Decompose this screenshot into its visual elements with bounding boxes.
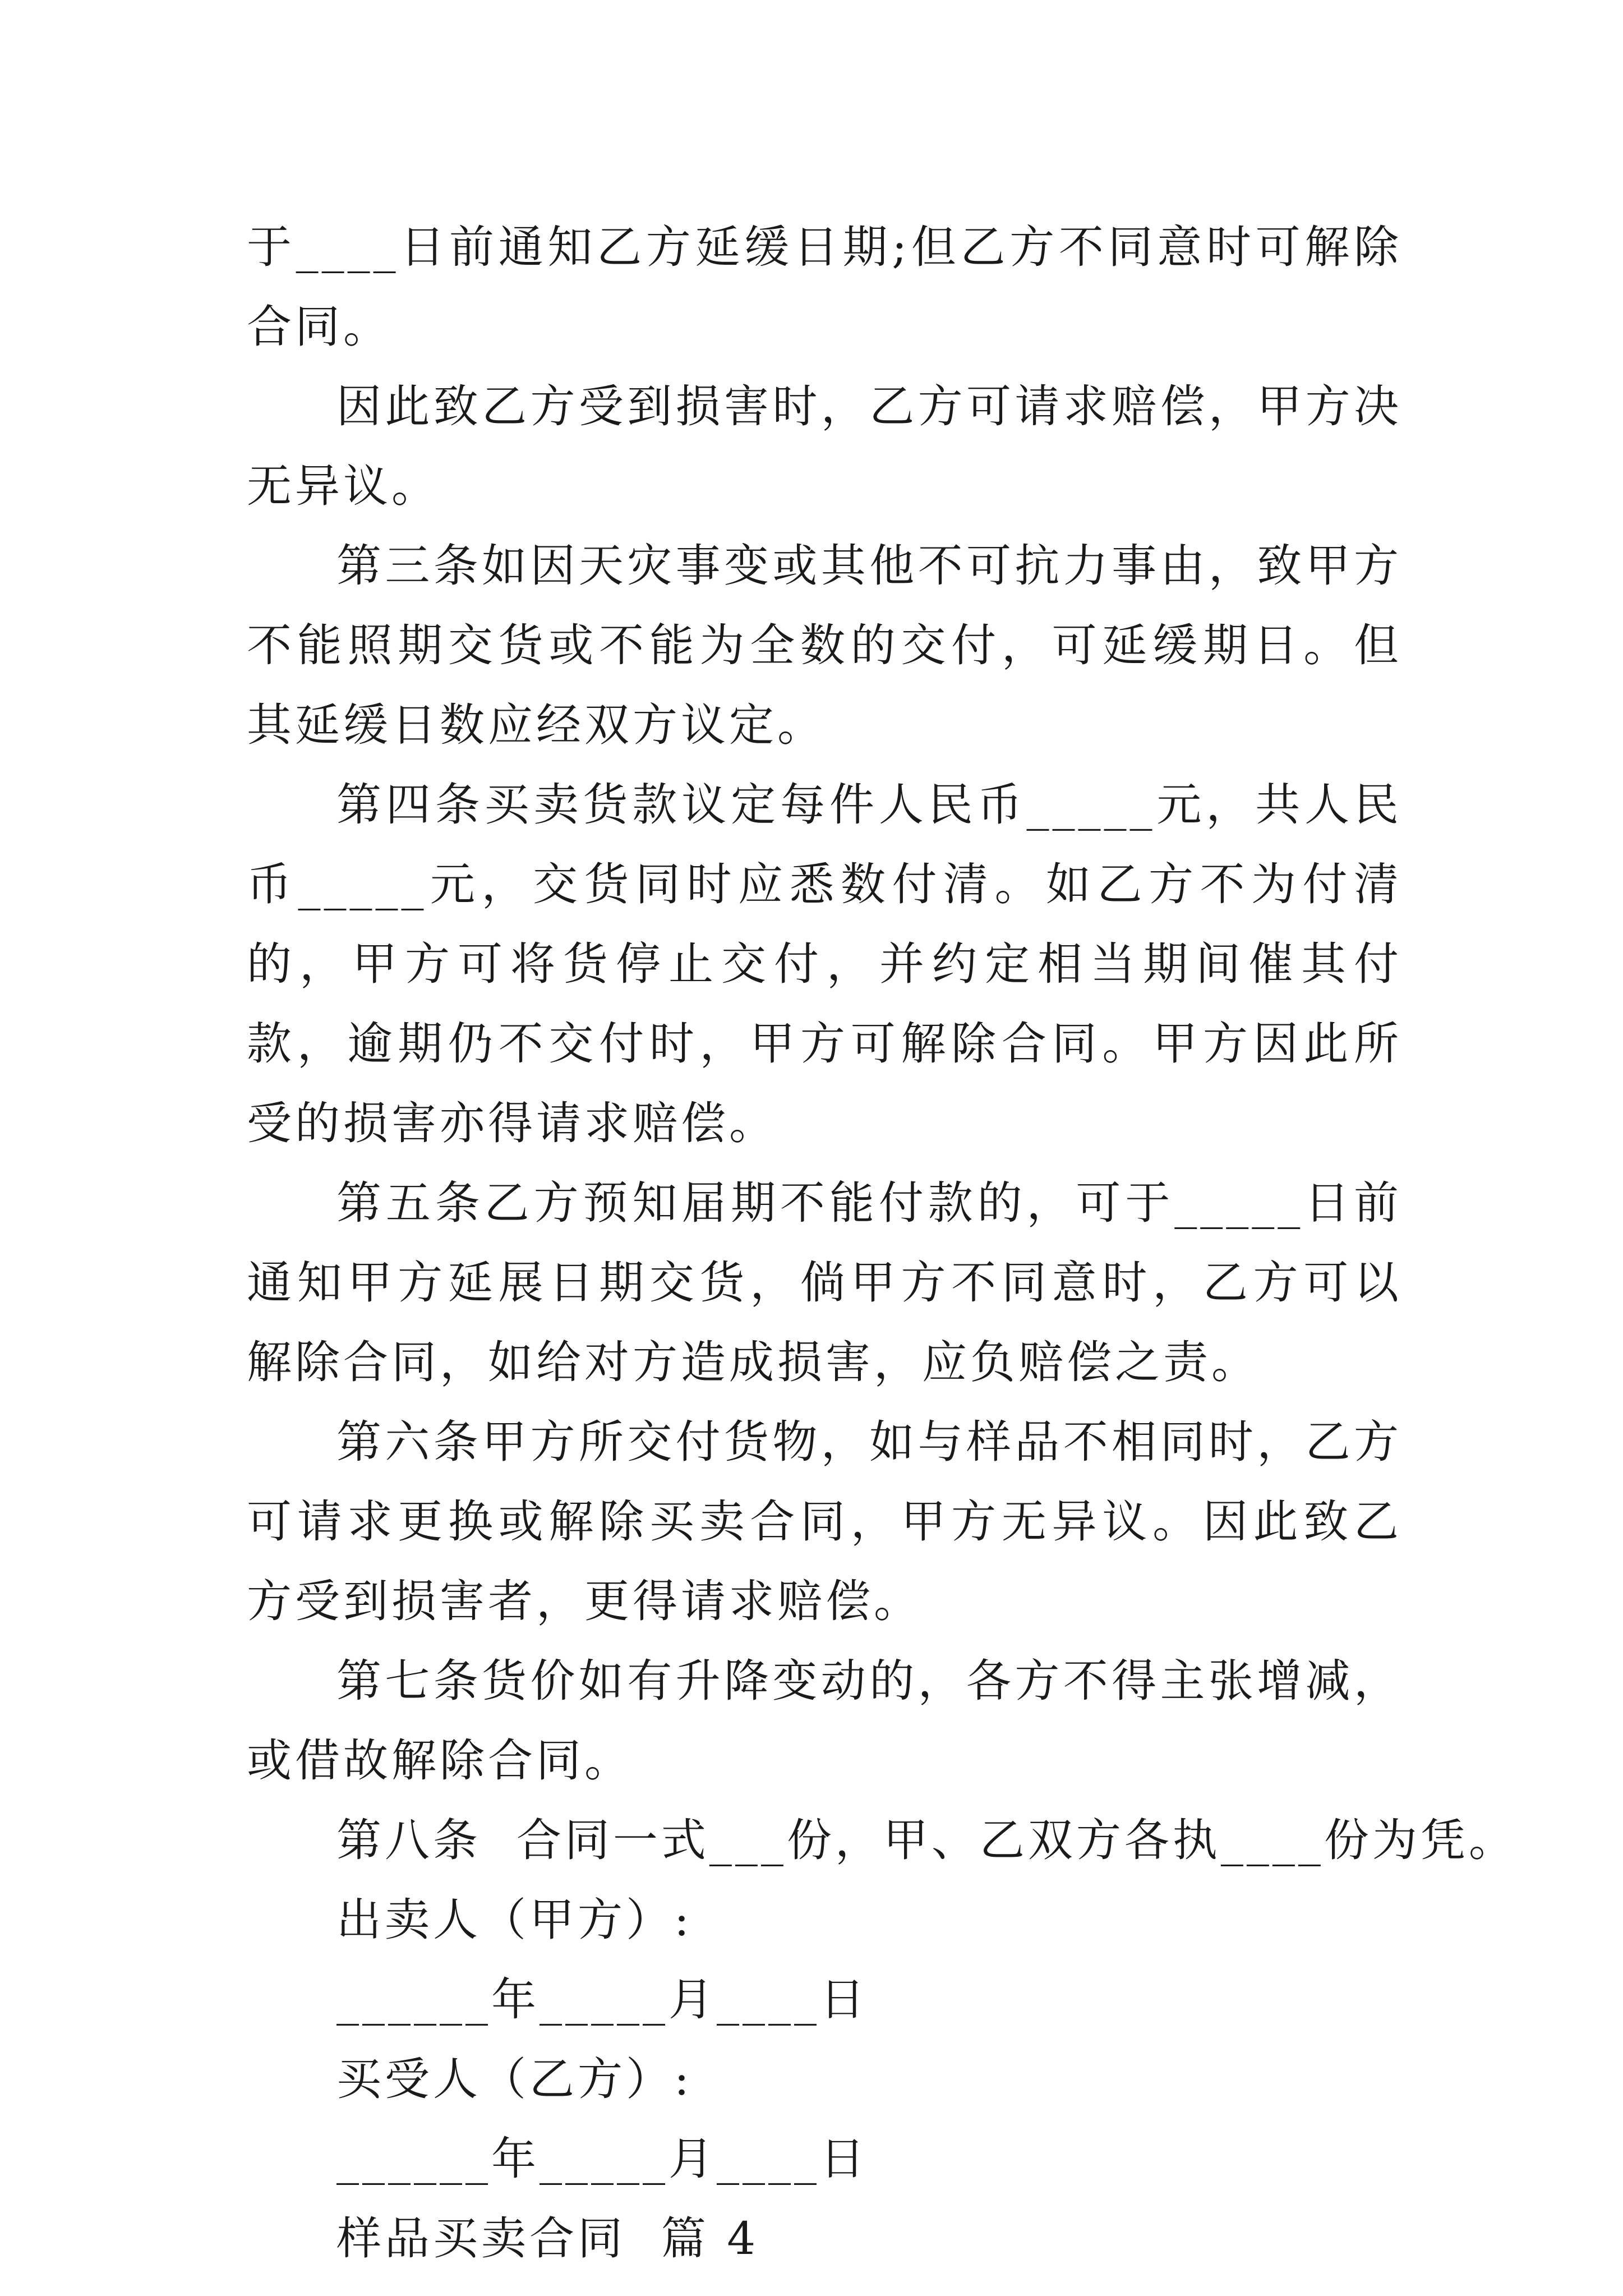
article-three: 第三条如因天灾事变或其他不可抗力事由，致甲方不能照期交货或不能为全数的交付，可延缓期日。但其延缓日数应经双方议定。: [247, 540, 1402, 751]
article-seven: 第七条货价如有升降变动的，各方不得主张增减，或借故解除合同。: [247, 1655, 1402, 1787]
buyer-date-line: ______年_____月____日: [336, 2133, 868, 2185]
article-six: 第六条甲方所交付货物，如与样品不相同时，乙方可请求更换或解除买卖合同，甲方无异议。因此致乙方受到损害者，更得请求赔偿。: [247, 1416, 1402, 1627]
paragraph-continuation: 于____日前通知乙方延缓日期;但乙方不同意时可解除合同。: [247, 221, 1402, 353]
next-section-title: 样品买卖合同 篇 4: [336, 2212, 759, 2265]
article-five: 第五条乙方预知届期不能付款的，可于_____日前通知甲方延展日期交货，倘甲方不同意时，乙方可以解除合同，如给对方造成损害，应负赔偿之责。: [247, 1177, 1402, 1388]
document-body: [247, 208, 1517, 2279]
seller-label: 出卖人（甲方）:: [336, 1894, 693, 1946]
article-four: 第四条买卖货款议定每件人民币_____元，共人民币_____元，交货同时应悉数付清。如乙方不为付清的，甲方可将货停止交付，并约定相当期间催其付款，逾期仍不交付时，甲方可解除合同。甲方因此所受的损害亦得请求赔偿。: [247, 779, 1402, 1149]
seller-date-line: ______年_____月____日: [336, 1973, 868, 2026]
paragraph-damages-clause: 因此致乙方受到损害时，乙方可请求赔偿，甲方决无异议。: [247, 380, 1402, 512]
article-eight: 第八条 合同一式___份，甲、乙双方各执____份为凭。: [336, 1814, 1517, 1866]
buyer-label: 买受人（乙方）:: [336, 2053, 693, 2105]
